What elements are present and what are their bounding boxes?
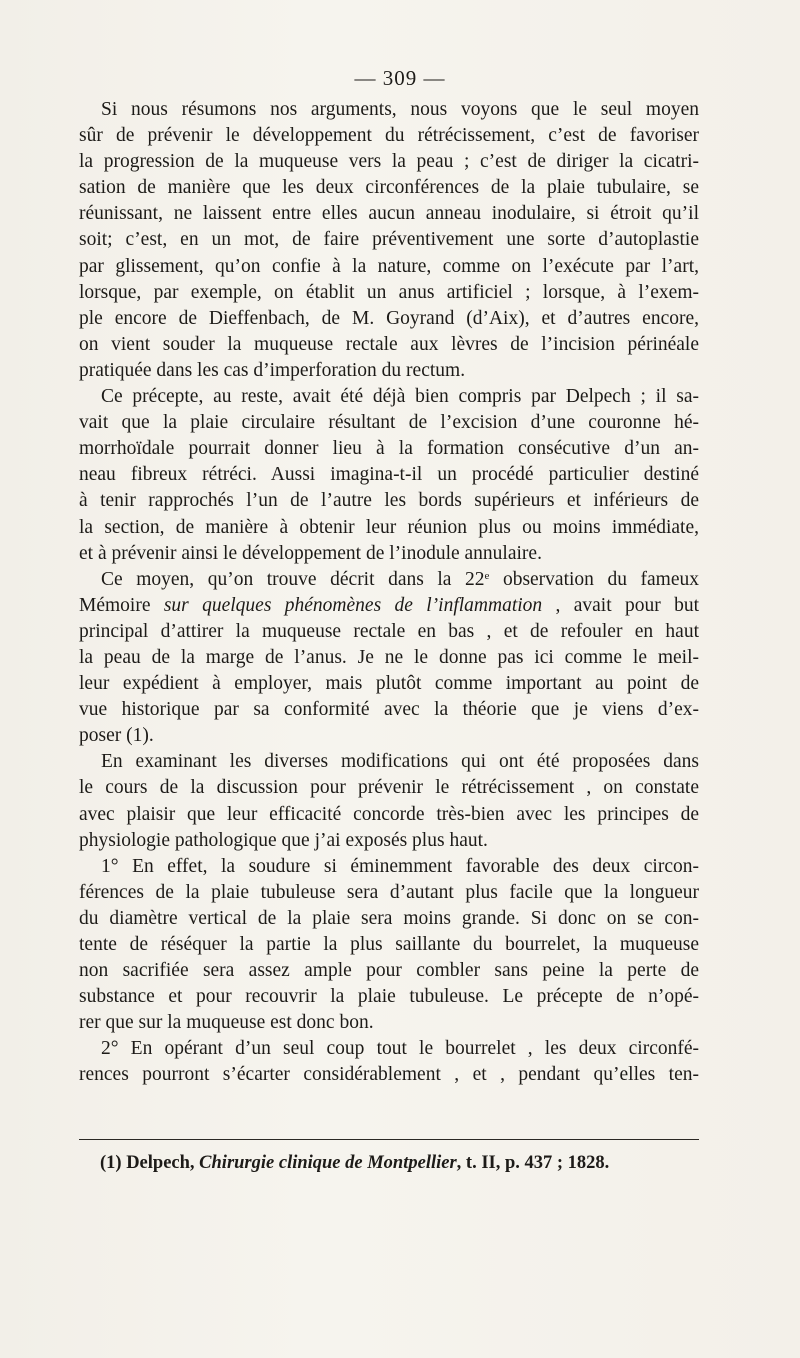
text-line: leur expédient à employer, mais plutôt comme important au point de bbox=[79, 673, 699, 695]
text-line: neau fibreux rétréci. Aussi imagina-t-il un procédé particulier destiné bbox=[79, 464, 699, 486]
text-line: avec plaisir que leur efficacité concorde très-bien avec les principes de bbox=[79, 803, 699, 825]
text-line: rences pourront s’écarter considérablement , et , pendant qu’elles ten- bbox=[79, 1064, 699, 1086]
text-line: par glissement, qu’on confie à la nature, comme on l’exécute par l’art, bbox=[79, 255, 699, 277]
superscript: e bbox=[484, 569, 490, 582]
text-fragment: , avait pour but bbox=[542, 594, 699, 616]
text-line: 1° En effet, la soudure si éminemment favorable des deux circon- bbox=[101, 855, 699, 877]
text-line: Si nous résumons nos arguments, nous voyons que le seul moyen bbox=[101, 99, 699, 120]
text-line: vue historique par sa conformité avec la théorie que je viens d’ex- bbox=[79, 699, 699, 721]
text-line: férences de la plaie tubuleuse sera d’autant plus facile que la longueur bbox=[79, 881, 699, 903]
text-line: vait que la plaie circulaire résultant de l’excision d’une couronne hé- bbox=[79, 412, 699, 434]
text-line: En examinant les diverses modifications qui ont été proposées dans bbox=[101, 751, 699, 773]
text-line bbox=[79, 593, 699, 619]
text-line: substance et pour recouvrir la plaie tubuleuse. Le précepte de n’opé- bbox=[79, 986, 699, 1008]
text-fragment: Ce moyen, qu’on trouve décrit dans la 22 bbox=[101, 568, 485, 590]
text-line: non sacrifiée sera assez ample pour combler sans peine la perte de bbox=[79, 960, 699, 982]
text-line: on vient souder la muqueuse rectale aux lèvres de l’incision périnéale bbox=[79, 333, 699, 355]
body-text bbox=[79, 97, 699, 1089]
text-line: la progression de la muqueuse vers la peau ; c’est de diriger la cicatri- bbox=[79, 151, 699, 173]
text-line: le cours de la discussion pour prévenir le rétrécissement , on constate bbox=[79, 777, 699, 799]
text-fragment: observation du fameux bbox=[489, 568, 699, 590]
footnote-italic-title: Chirurgie clinique de Montpellier bbox=[199, 1153, 457, 1173]
page-number: — 309 — bbox=[354, 66, 446, 90]
text-line: lorsque, par exemple, on établit un anus artificiel ; lorsque, à l’exem- bbox=[79, 281, 699, 303]
text-line: 2° En opérant d’un seul coup tout le bourrelet , les deux circonfé- bbox=[101, 1038, 699, 1060]
text-line: et à prévenir ainsi le développement de l’inodule annulaire. bbox=[79, 542, 542, 564]
text-line: sation de manière que les deux circonférences de la plaie tubulaire, se bbox=[79, 177, 699, 199]
text-line: la peau de la marge de l’anus. Je ne le donne pas ici comme le meil- bbox=[79, 646, 699, 668]
text-line: tente de réséquer la partie la plus saillante du bourrelet, la muqueuse bbox=[79, 934, 699, 955]
text-line: Ce précepte, au reste, avait été déjà bien compris par Delpech ; il sa- bbox=[101, 386, 699, 408]
text-line: réunissant, ne laissent entre elles aucun anneau inodulaire, si étroit qu’il bbox=[79, 203, 699, 225]
text-line bbox=[79, 567, 699, 593]
text-fragment: Mémoire bbox=[79, 594, 164, 616]
text-line: principal d’attirer la muqueuse rectale en bas , et de refouler en haut bbox=[79, 620, 699, 642]
footnote-text: , t. II, p. 437 ; 1828. bbox=[456, 1153, 610, 1173]
text-line: ple encore de Dieffenbach, de M. Goyrand (d’Aix), et d’autres encore, bbox=[79, 307, 699, 329]
text-line: poser (1). bbox=[79, 725, 154, 747]
text-line: rer que sur la muqueuse est donc bon. bbox=[79, 1012, 374, 1034]
text-line: sûr de prévenir le développement du rétrécissement, c’est de favoriser bbox=[79, 125, 699, 147]
italic-title: sur quelques phénomènes de l’inflammation bbox=[163, 594, 543, 616]
text-line: la section, de manière à obtenir leur réunion plus ou moins immédiate, bbox=[79, 516, 699, 538]
footnote bbox=[100, 1153, 700, 1174]
footnote-text: (1) Delpech, bbox=[100, 1153, 200, 1173]
footnote-divider bbox=[79, 1139, 699, 1140]
text-line: soit; c’est, en un mot, de faire préventivement une sorte d’autoplastie bbox=[79, 229, 699, 251]
text-line: du diamètre vertical de la plaie sera moins grande. Si donc on se con- bbox=[79, 907, 699, 929]
text-line: pratiquée dans les cas d’imperforation du rectum. bbox=[79, 359, 466, 381]
text-line: morrhoïdale pourrait donner lieu à la formation consécutive d’un an- bbox=[79, 438, 699, 460]
text-line: physiologie pathologique que j’ai exposés plus haut. bbox=[79, 829, 488, 851]
text-line: à tenir rapprochés l’un de l’autre les bords supérieurs et inférieurs de bbox=[79, 490, 699, 512]
